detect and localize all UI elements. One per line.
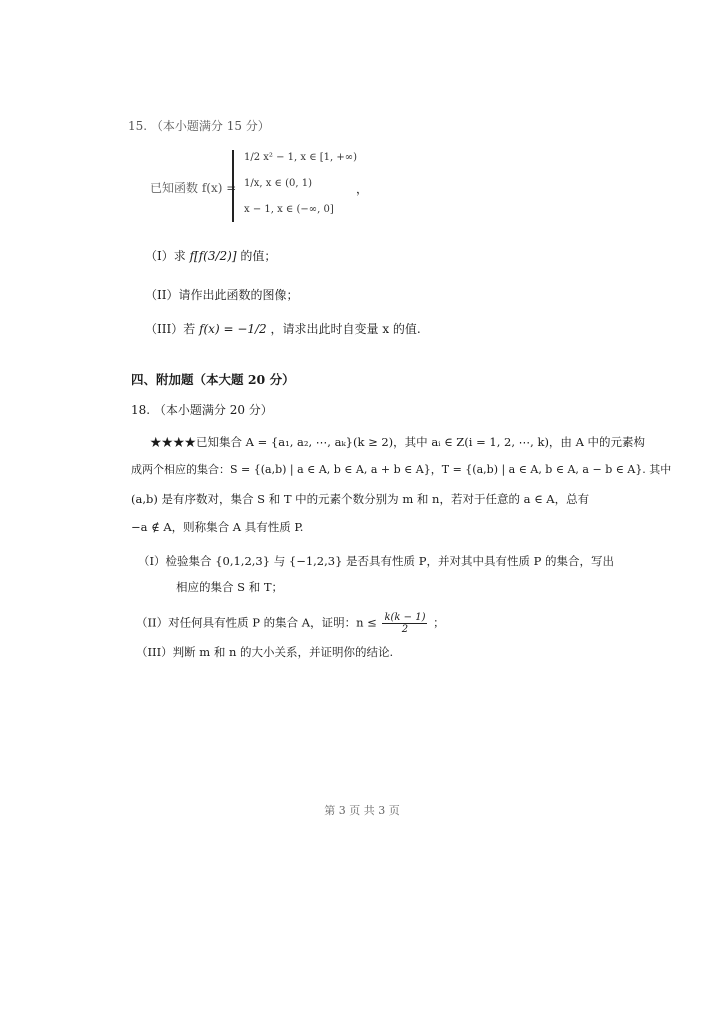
q18-part3: （III）判断 m 和 n 的大小关系，并证明你的结论. [136, 645, 394, 659]
q15-part1-expr: f[f(3/2)] [189, 249, 237, 263]
q18-line1: ★★★★已知集合 A = {a₁, a₂, ⋯, aₖ}(k ≥ 2)，其中 aᵢ ∈ Z(i = 1, 2, ⋯, k)，由 A 中的元素构 [150, 435, 646, 449]
piecewise-brace [232, 150, 238, 222]
q15-part2: （II）请作出此函数的图像； [145, 288, 299, 302]
q15-header: 15. （本小题满分 15 分） [128, 119, 270, 133]
q18-part1-line1: （I）检验集合 {0,1,2,3} 与 {−1,2,3} 是否具有性质 P，并对其中具有性质 P 的集合，写出 [138, 554, 614, 568]
q18-part2-suffix: ； [433, 615, 445, 630]
fraction-denominator: 2 [401, 624, 409, 635]
q15-part3-prefix: （III）若 [145, 322, 196, 336]
q15-part3-expr: f(x) = −1/2 [199, 322, 267, 336]
q18-line3: (a,b) 是有序数对，集合 S 和 T 中的元素个数分别为 m 和 n，若对于任意的 a ∈ A，总有 [131, 492, 590, 506]
q15-part3 [145, 321, 421, 337]
page-footer: 第 3 页 共 3 页 [324, 804, 400, 817]
piecewise-comma: ， [356, 182, 369, 196]
fraction-numerator: k(k − 1) [384, 612, 426, 623]
q18-line4: −a ∉ A，则称集合 A 具有性质 P. [131, 520, 304, 534]
q18-line2: 成两个相应的集合：S = {(a,b) | a ∈ A, b ∈ A, a + b ∈ A}，T = {(a,b) | a ∈ A, b ∈ A, a − b ∈ A}. 其中 [131, 463, 672, 476]
q18-part2 [136, 612, 445, 635]
q15-function-label: 已知函数 f(x) = [150, 181, 237, 195]
q18-header: 18. （本小题满分 20 分） [131, 403, 273, 417]
section4-title: 四、附加题（本大题 20 分） [131, 372, 295, 387]
q15-part1 [145, 248, 276, 264]
piecewise-case-3: x − 1, x ∈ (−∞, 0] [244, 204, 334, 215]
q18-part2-fraction [382, 612, 427, 635]
piecewise-case-1: 1/2 x² − 1, x ∈ [1, +∞) [244, 152, 358, 163]
q18-part1-line2: 相应的集合 S 和 T； [176, 580, 284, 594]
q15-part1-prefix: （I）求 [145, 249, 186, 263]
q15-part1-suffix: 的值； [240, 249, 277, 263]
q18-part2-prefix: （II）对任何具有性质 P 的集合 A，证明：n ≤ [136, 615, 377, 630]
q15-part3-suffix: ，请求出此时自变量 x 的值. [270, 322, 421, 336]
piecewise-case-2: 1/x, x ∈ (0, 1) [244, 178, 313, 189]
